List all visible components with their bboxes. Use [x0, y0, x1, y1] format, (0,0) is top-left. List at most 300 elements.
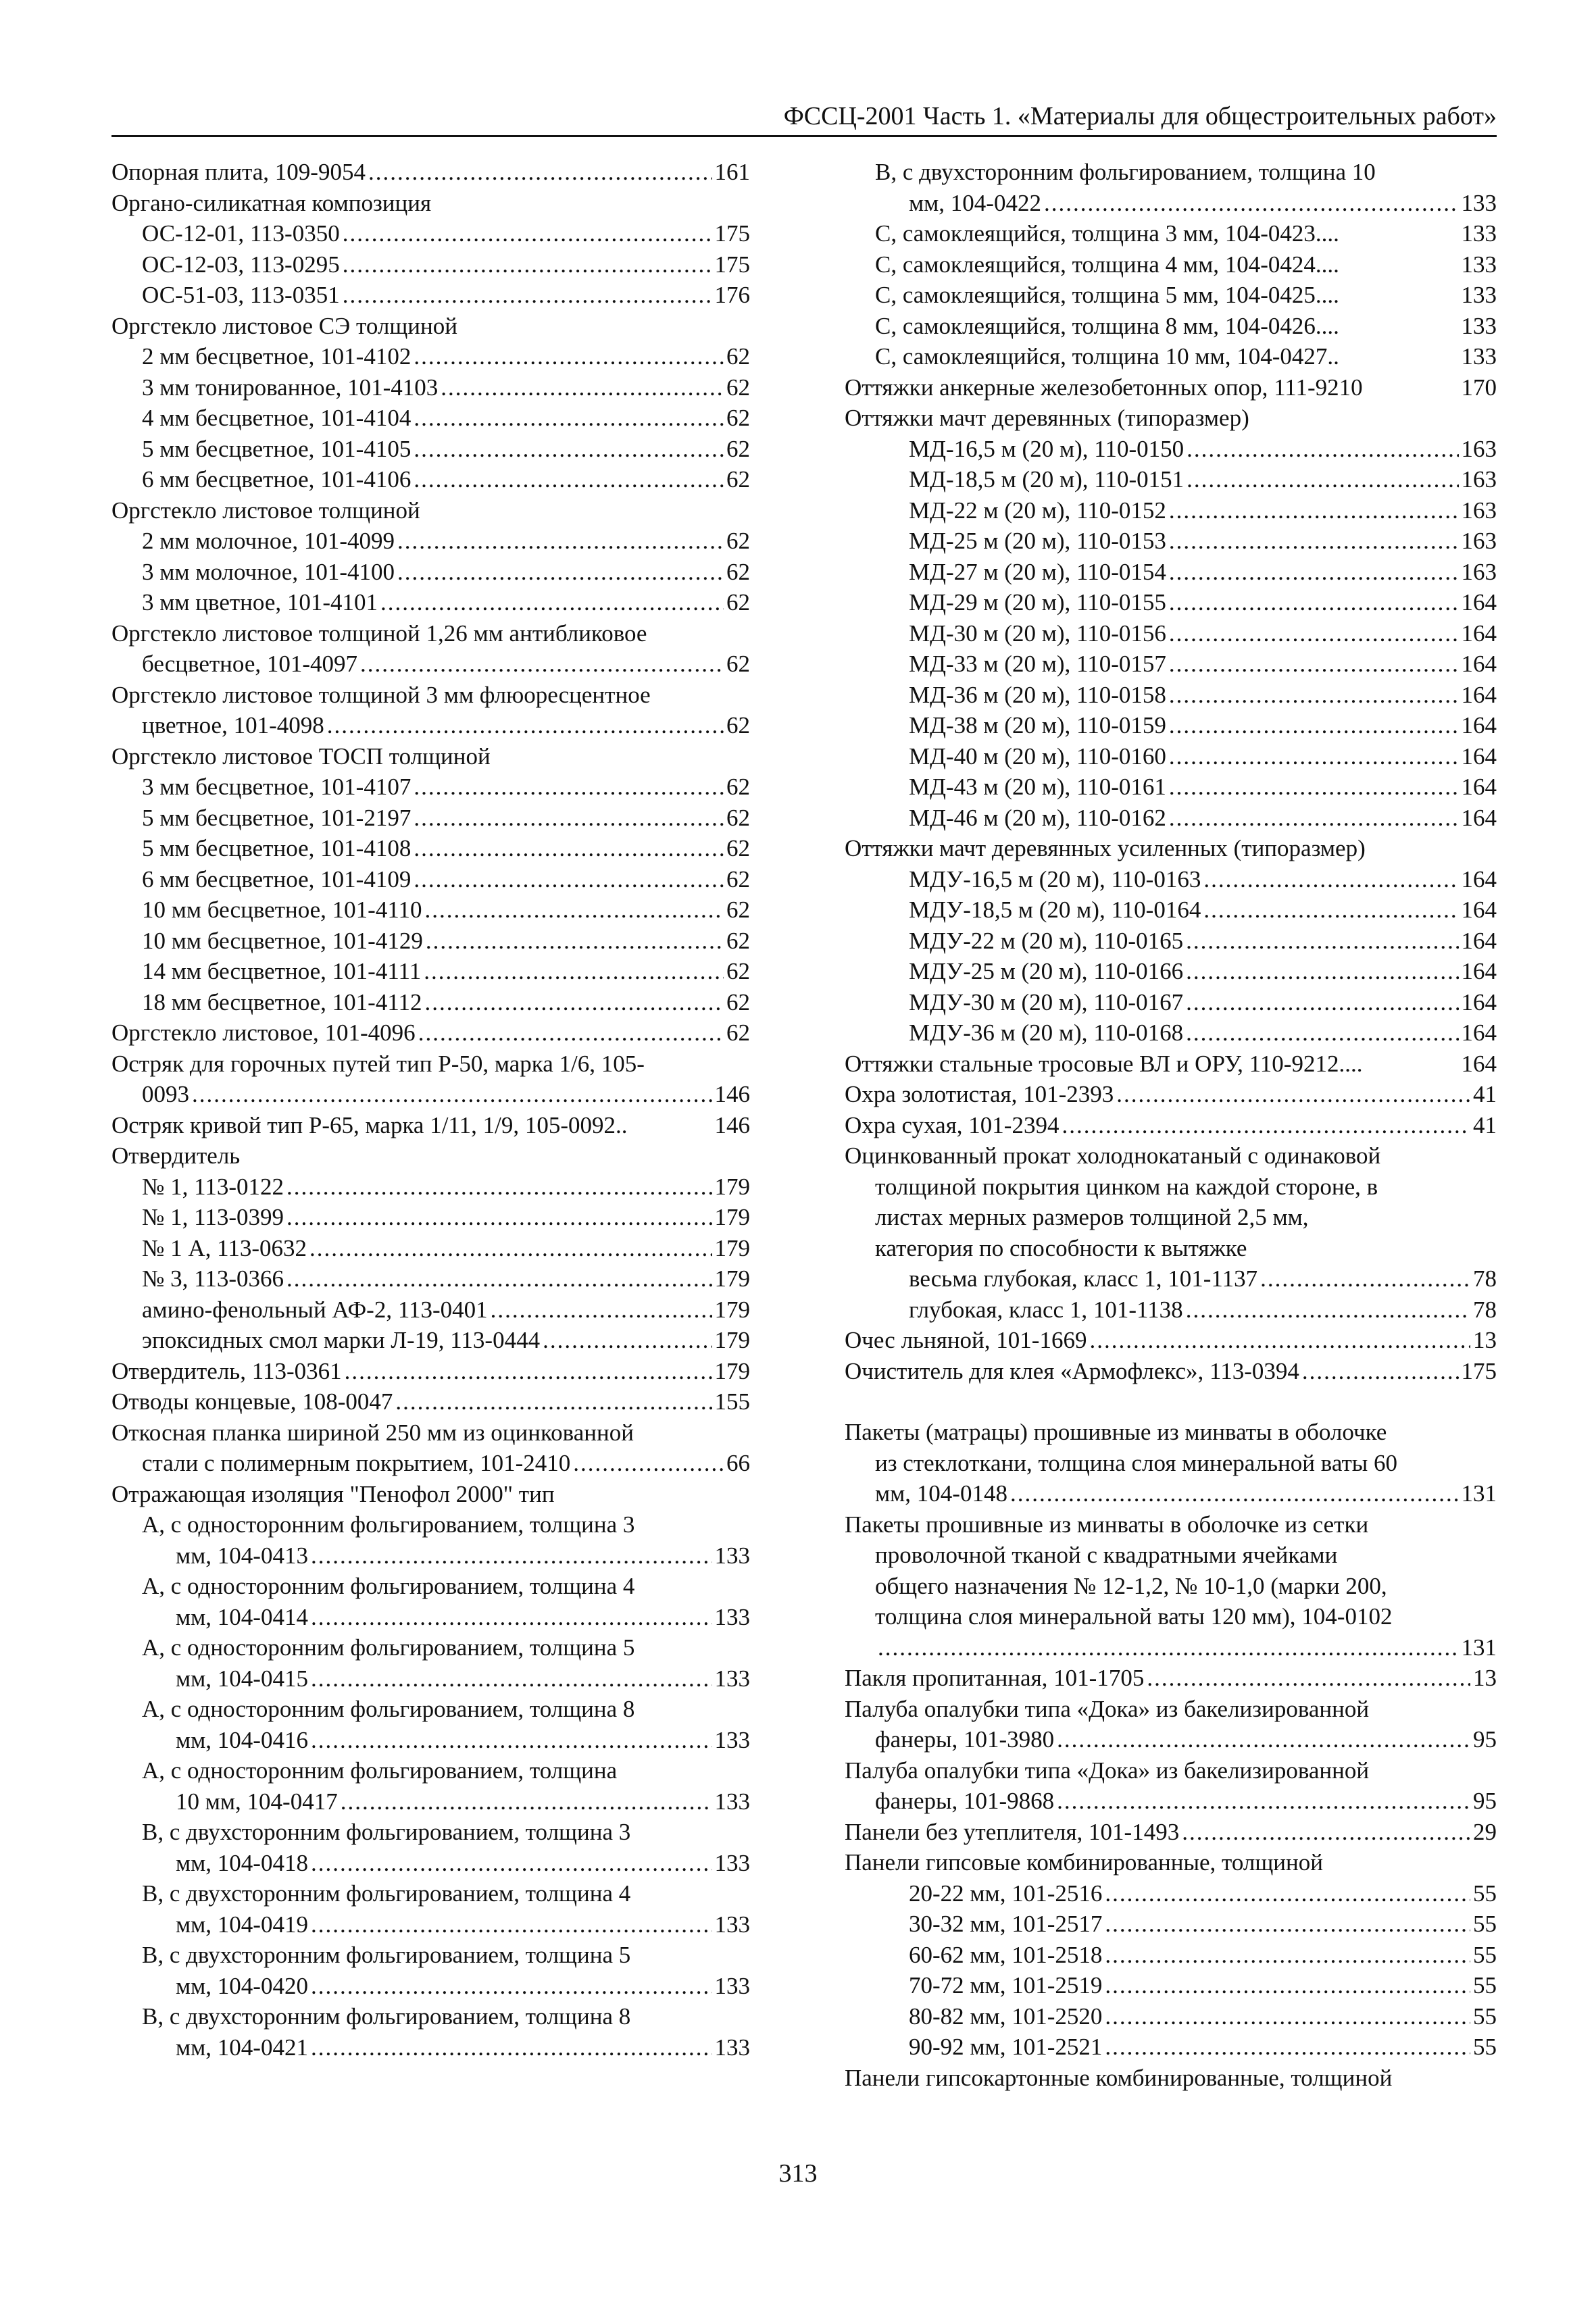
index-entry-text: Остряк кривой тип Р-65, марка 1/11, 1/9, 105-0092.. — [111, 1111, 628, 1138]
dot-leader — [1186, 987, 1458, 1018]
index-entry — [845, 1601, 1497, 1632]
index-entry-page: 62 — [726, 865, 750, 892]
index-entry-text: категория по способности к вытяжке — [875, 1234, 1247, 1261]
index-entry-page: 176 — [714, 282, 750, 308]
index-entry-text: Панели гипсокартонные комбинированные, толщиной — [845, 2064, 1393, 2091]
dot-leader — [1187, 464, 1458, 495]
index-entry-page: 164 — [1461, 958, 1497, 984]
index-entry-page: 146 — [714, 1081, 750, 1107]
index-entry-page: 62 — [726, 651, 750, 677]
index-entry — [111, 1079, 750, 1110]
dot-leader — [1186, 1017, 1458, 1049]
index-entry-text: мм, 104-0420 — [176, 1972, 308, 1999]
index-entry-text: МД-46 м (20 м), 110-0162 — [909, 804, 1166, 831]
index-entry — [845, 1970, 1497, 2001]
index-entry-text: толщина слоя минеральной ваты 120 мм), 104-0102 — [875, 1603, 1393, 1630]
index-entry-text: бесцветное, 101-4097 — [142, 651, 358, 677]
dot-leader — [327, 710, 724, 741]
index-entry-page: 179 — [714, 1234, 750, 1261]
index-entry — [845, 1540, 1497, 1571]
dot-leader — [1116, 1079, 1470, 1110]
index-entry — [845, 1694, 1497, 1725]
index-entry-page: 164 — [1461, 1050, 1497, 1077]
index-entry-text: Отвердитель, 113-0361 — [111, 1357, 342, 1384]
index-entry — [845, 1478, 1497, 1509]
dot-leader — [425, 895, 724, 926]
index-entry — [111, 1755, 750, 1786]
index-entry — [111, 341, 750, 372]
page-number: 313 — [778, 2159, 818, 2188]
index-entry — [845, 1663, 1497, 1694]
dot-leader — [1057, 1786, 1470, 1817]
index-entry-page: 62 — [726, 897, 750, 923]
index-entry — [111, 1848, 750, 1879]
index-entry-text: мм, 104-0422 — [909, 189, 1041, 216]
index-entry — [111, 526, 750, 557]
index-entry-text: Опорная плита, 109-9054 — [111, 159, 366, 185]
index-column-right — [845, 157, 1497, 2093]
index-entry-page: 62 — [726, 774, 750, 800]
index-entry-text: фанеры, 101-9868 — [875, 1788, 1055, 1814]
index-entry-text: № 3, 113-0366 — [142, 1265, 284, 1292]
index-entry-page: 133 — [1461, 220, 1497, 247]
index-entry-text: 14 мм бесцветное, 101-4111 — [142, 958, 422, 984]
index-entry-page: 133 — [714, 2034, 750, 2061]
index-entry-text: МД-43 м (20 м), 110-0161 — [909, 774, 1166, 800]
index-entry-text: Оргстекло листовое толщиной 3 мм флюоресцентное — [111, 681, 651, 708]
dot-leader — [1062, 1110, 1470, 1141]
dot-leader — [380, 587, 724, 618]
index-entry-page: 163 — [1461, 528, 1497, 554]
index-entry-page: 133 — [1461, 251, 1497, 278]
index-entry — [845, 1940, 1497, 1971]
index-entry-text: МД-29 м (20 м), 110-0155 — [909, 589, 1166, 615]
index-entry-page: 66 — [726, 1450, 750, 1476]
index-entry — [845, 772, 1497, 803]
index-entry-text: мм, 104-0421 — [176, 2034, 308, 2061]
index-entry-text: из стеклоткани, толщина слоя минеральной ваты 60 — [875, 1449, 1398, 1476]
index-entry-text: МДУ-16,5 м (20 м), 110-0163 — [909, 865, 1201, 892]
dot-leader — [343, 218, 712, 249]
index-entry-page: 62 — [726, 435, 750, 462]
dot-leader — [1057, 1724, 1470, 1755]
dot-leader — [1169, 680, 1459, 711]
index-entry-text: 2 мм бесцветное, 101-4102 — [142, 343, 412, 370]
index-entry-text: Пакеты (матрацы) прошивные из минваты в оболочке — [845, 1419, 1387, 1445]
index-entry-text: Оргстекло листовое СЭ толщиной — [111, 312, 457, 339]
dot-leader — [414, 464, 724, 495]
dot-leader — [1186, 956, 1458, 987]
index-entry — [845, 526, 1497, 557]
index-entry-text: общего назначения № 12-1,2, № 10-1,0 (марки 200, — [875, 1572, 1387, 1599]
index-entry — [845, 249, 1497, 280]
index-entry — [845, 157, 1497, 188]
index-entry-page: 164 — [1461, 1020, 1497, 1046]
dot-leader — [1169, 526, 1459, 557]
index-entry-page: 164 — [1461, 865, 1497, 892]
dot-leader — [1186, 1294, 1470, 1326]
index-entry — [845, 1909, 1497, 1940]
index-entry — [111, 1263, 750, 1294]
index-entry — [845, 1417, 1497, 1448]
index-entry-text: А, с односторонним фольгированием, толщина 3 — [142, 1511, 635, 1538]
index-entry — [111, 864, 750, 895]
dot-leader — [414, 434, 724, 465]
index-entry — [111, 1140, 750, 1172]
dot-leader — [878, 1632, 1459, 1663]
index-entry — [845, 557, 1497, 588]
index-entry — [845, 618, 1497, 649]
index-entry-page: 164 — [1461, 988, 1497, 1015]
index-entry — [111, 1172, 750, 1203]
index-entry-text: В, с двухсторонним фольгированием, толщина 3 — [142, 1819, 631, 1845]
dot-leader — [311, 1909, 712, 1940]
index-entry — [845, 1847, 1497, 1878]
index-entry-text: Отвердитель — [111, 1142, 241, 1169]
index-entry — [845, 311, 1497, 342]
index-entry — [845, 895, 1497, 926]
index-entry-text: Оттяжки мачт деревянных усиленных (типоразмер) — [845, 835, 1366, 861]
index-entry-text: Отражающая изоляция "Пенофол 2000" тип — [111, 1480, 555, 1507]
index-entry-page: 164 — [1461, 712, 1497, 738]
index-entry-text: 6 мм бесцветное, 101-4106 — [142, 466, 412, 493]
index-entry-text: Оцинкованный прокат холоднокатаный с одинаковой — [845, 1142, 1381, 1169]
dot-leader — [311, 2032, 712, 2063]
header-title: ФССЦ-2001 Часть 1. «Материалы для общестроительных работ» — [783, 102, 1497, 130]
index-entry — [845, 1786, 1497, 1817]
index-entry — [845, 649, 1497, 680]
dot-leader — [397, 557, 724, 588]
index-entry-text: А, с односторонним фольгированием, толщина 8 — [142, 1696, 635, 1722]
index-entry-text: Отводы концевые, 108-0047 — [111, 1388, 393, 1415]
index-entry-page: 55 — [1473, 2003, 1497, 2030]
index-entry-text: МДУ-25 м (20 м), 110-0166 — [909, 958, 1184, 984]
index-entry-text: Охра золотистая, 101-2393 — [845, 1081, 1114, 1107]
index-entry — [111, 1878, 750, 1909]
index-entry-text: № 1 А, 113-0632 — [142, 1234, 307, 1261]
index-entry — [845, 1509, 1497, 1540]
index-entry-text: С, самоклеящийся, толщина 5 мм, 104-0425.... — [875, 282, 1339, 308]
index-entry — [845, 1325, 1497, 1356]
index-entry-page: 62 — [726, 958, 750, 984]
section-gap — [845, 1386, 1497, 1417]
dot-leader — [1169, 557, 1459, 588]
index-entry — [111, 249, 750, 280]
index-entry — [845, 188, 1497, 219]
index-entry — [111, 188, 750, 219]
index-entry — [845, 1817, 1497, 1848]
index-entry-text: 3 мм тонированное, 101-4103 — [142, 374, 439, 401]
dot-leader — [311, 1540, 712, 1571]
index-entry — [111, 956, 750, 987]
index-entry-text: мм, 104-0416 — [176, 1726, 308, 1753]
index-entry-text: 5 мм бесцветное, 101-4105 — [142, 435, 412, 462]
dot-leader — [491, 1294, 712, 1326]
dot-leader — [1302, 1356, 1459, 1387]
index-entry — [111, 1632, 750, 1663]
index-entry — [845, 833, 1497, 864]
index-entry-text: МД-36 м (20 м), 110-0158 — [909, 681, 1166, 708]
index-entry — [845, 1356, 1497, 1387]
index-entry — [111, 649, 750, 680]
index-entry-text: 20-22 мм, 101-2516 — [909, 1880, 1103, 1907]
index-entry-text: МДУ-22 м (20 м), 110-0165 — [909, 927, 1184, 954]
index-entry — [111, 1479, 750, 1510]
index-entry-text: 90-92 мм, 101-2521 — [909, 2034, 1103, 2060]
index-entry — [111, 803, 750, 834]
index-entry — [111, 1971, 750, 2002]
dot-leader — [414, 772, 724, 803]
dot-leader — [1187, 434, 1458, 465]
index-entry — [845, 1294, 1497, 1326]
index-entry-page: 163 — [1461, 466, 1497, 493]
index-entry-text: Пакля пропитанная, 101-1705 — [845, 1665, 1145, 1691]
index-entry-page: 179 — [714, 1173, 750, 1200]
index-entry — [845, 926, 1497, 957]
index-entry-text: С, самоклеящийся, толщина 3 мм, 104-0423.... — [875, 220, 1339, 247]
index-entry-text: С, самоклеящийся, толщина 8 мм, 104-0426.... — [875, 312, 1339, 339]
index-entry-text: Откосная планка шириной 250 мм из оцинкованной — [111, 1419, 634, 1446]
index-entry — [845, 341, 1497, 372]
index-entry-text: Охра сухая, 101-2394 — [845, 1111, 1059, 1138]
index-entry — [111, 2001, 750, 2032]
index-entry-text: МД-25 м (20 м), 110-0153 — [909, 528, 1166, 554]
index-entry — [111, 403, 750, 434]
index-entry-page: 175 — [714, 220, 750, 247]
index-entry-page: 164 — [1461, 743, 1497, 770]
index-entry — [845, 710, 1497, 741]
index-entry-page: 164 — [1461, 804, 1497, 831]
index-entry-text: мм, 104-0419 — [176, 1911, 308, 1938]
index-entry-text: МД-38 м (20 м), 110-0159 — [909, 712, 1166, 738]
dot-leader — [414, 803, 724, 834]
index-entry — [111, 1940, 750, 1971]
index-entry-text: МДУ-36 м (20 м), 110-0168 — [909, 1020, 1184, 1046]
index-entry-page: 95 — [1473, 1788, 1497, 1814]
index-entry-text: 4 мм бесцветное, 101-4104 — [142, 405, 412, 431]
index-entry-text: С, самоклеящийся, толщина 10 мм, 104-0427.. — [875, 343, 1339, 370]
index-entry-page: 29 — [1473, 1818, 1497, 1845]
index-entry-text: МДУ-30 м (20 м), 110-0167 — [909, 988, 1184, 1015]
index-entry-text: 5 мм бесцветное, 101-4108 — [142, 835, 412, 861]
dot-leader — [414, 833, 724, 864]
index-entry-page: 62 — [726, 988, 750, 1015]
index-entry-page: 55 — [1473, 2034, 1497, 2060]
index-entry — [111, 1356, 750, 1387]
dot-leader — [1169, 803, 1459, 834]
index-entry-text: Очес льняной, 101-1669 — [845, 1327, 1087, 1353]
dot-leader — [425, 987, 724, 1018]
index-entry — [111, 1049, 750, 1080]
index-entry-text: 0093 — [142, 1081, 189, 1107]
dot-leader — [311, 1725, 712, 1756]
index-entry-text: Панели гипсовые комбинированные, толщиной — [845, 1849, 1323, 1876]
index-entry-page: 164 — [1461, 651, 1497, 677]
index-entry-page: 62 — [726, 343, 750, 370]
index-entry-page: 164 — [1461, 897, 1497, 923]
index-entry-text: МДУ-18,5 м (20 м), 110-0164 — [909, 897, 1201, 923]
index-entry-text: МД-40 м (20 м), 110-0160 — [909, 743, 1166, 770]
dot-leader — [573, 1448, 724, 1479]
index-entry-page: 133 — [714, 1849, 750, 1876]
index-entry — [845, 1233, 1497, 1264]
index-entry-page: 179 — [714, 1296, 750, 1323]
page-header — [111, 93, 1497, 137]
index-entry — [845, 1140, 1497, 1172]
index-entry-page: 133 — [714, 1726, 750, 1753]
index-entry — [111, 1602, 750, 1633]
index-entry-text: В, с двухсторонним фольгированием, толщина 4 — [142, 1880, 631, 1907]
index-entry-text: МД-18,5 м (20 м), 110-0151 — [909, 466, 1184, 493]
index-entry-text: 3 мм бесцветное, 101-4107 — [142, 774, 412, 800]
index-entry — [845, 680, 1497, 711]
index-entry — [111, 157, 750, 188]
index-entry — [845, 218, 1497, 249]
dot-leader — [1203, 895, 1458, 926]
index-entry-page: 95 — [1473, 1726, 1497, 1753]
index-entry-page: 155 — [714, 1388, 750, 1415]
dot-leader — [543, 1325, 712, 1356]
index-entry — [845, 1202, 1497, 1233]
index-entry — [111, 1909, 750, 1940]
dot-leader — [441, 372, 724, 403]
index-entry — [111, 680, 750, 711]
index-entry-page: 133 — [1461, 312, 1497, 339]
dot-leader — [414, 341, 724, 372]
index-entry-text: мм, 104-0413 — [176, 1542, 308, 1569]
index-entry-text: Остряк для горочных путей тип Р-50, марка 1/6, 105- — [111, 1050, 645, 1077]
index-entry — [845, 1724, 1497, 1755]
index-entry — [111, 1540, 750, 1571]
index-entry-page: 133 — [714, 1972, 750, 1999]
index-entry-text: 10 мм бесцветное, 101-4129 — [142, 927, 423, 954]
index-entry-text: весьма глубокая, класс 1, 101-1137 — [909, 1265, 1258, 1292]
index-entry-page: 133 — [714, 1542, 750, 1569]
index-entry-page: 78 — [1473, 1265, 1497, 1292]
index-entry — [845, 803, 1497, 834]
index-entry-page: 62 — [726, 466, 750, 493]
index-entry-page: 133 — [1461, 282, 1497, 308]
index-entry-text: 30-32 мм, 101-2517 — [909, 1911, 1103, 1937]
dot-leader — [414, 403, 724, 434]
index-entry — [845, 2063, 1497, 2094]
index-entry-page: 62 — [726, 589, 750, 615]
index-entry — [111, 1448, 750, 1479]
index-entry-text: мм, 104-0148 — [875, 1480, 1007, 1507]
index-entry-text: листах мерных размеров толщиной 2,5 мм, — [875, 1204, 1309, 1230]
dot-leader — [343, 249, 712, 280]
index-entry — [845, 403, 1497, 434]
index-entry-page: 133 — [1461, 189, 1497, 216]
dot-leader — [1105, 1878, 1470, 1909]
index-entry — [111, 1571, 750, 1602]
index-entry-text: Оттяжки анкерные железобетонных опор, 111-9210 — [845, 374, 1363, 401]
index-entry-page: 13 — [1473, 1665, 1497, 1691]
index-entry-text: Оттяжки мачт деревянных (типоразмер) — [845, 405, 1249, 431]
index-entry-text: 18 мм бесцветное, 101-4112 — [142, 988, 422, 1015]
dot-leader — [311, 1602, 712, 1633]
index-entry-text: ОС-12-03, 113-0295 — [142, 251, 340, 278]
index-entry — [845, 1755, 1497, 1786]
index-entry-page: 55 — [1473, 1911, 1497, 1937]
index-entry-text: Оргстекло листовое, 101-4096 — [111, 1020, 416, 1046]
index-entry — [845, 495, 1497, 526]
index-entry-text: эпоксидных смол марки Л-19, 113-0444 — [142, 1327, 541, 1353]
index-entry-text: цветное, 101-4098 — [142, 712, 324, 738]
index-entry-text: 60-62 мм, 101-2518 — [909, 1941, 1103, 1968]
dot-leader — [311, 1971, 712, 2002]
dot-leader — [418, 1017, 724, 1049]
index-entry — [111, 1786, 750, 1817]
index-entry-page: 78 — [1473, 1296, 1497, 1323]
index-entry-page: 163 — [1461, 558, 1497, 585]
index-entry-text: А, с односторонним фольгированием, толщина — [142, 1757, 618, 1784]
index-entry-text: Палуба опалубки типа «Дока» из бакелизированной — [845, 1757, 1370, 1784]
dot-leader — [286, 1172, 712, 1203]
index-entry — [845, 1448, 1497, 1479]
dot-leader — [1105, 1909, 1470, 1940]
dot-leader — [311, 1663, 712, 1694]
dot-leader — [1089, 1325, 1470, 1356]
dot-leader — [424, 956, 724, 987]
index-entry-page: 55 — [1473, 1880, 1497, 1907]
index-entry-text: 10 мм, 104-0417 — [176, 1788, 338, 1815]
index-entry-text: № 1, 113-0122 — [142, 1173, 284, 1200]
index-entry-text: 2 мм молочное, 101-4099 — [142, 528, 395, 554]
dot-leader — [1105, 1940, 1470, 1971]
index-entry-text: мм, 104-0414 — [176, 1603, 308, 1630]
index-entry — [111, 434, 750, 465]
dot-leader — [286, 1263, 712, 1294]
index-entry-page: 175 — [1461, 1357, 1497, 1384]
index-entry-page: 62 — [726, 528, 750, 554]
dot-leader — [414, 864, 724, 895]
index-entry-text: мм, 104-0415 — [176, 1665, 308, 1692]
index-entry-page: 133 — [1461, 343, 1497, 370]
index-entry — [845, 1878, 1497, 1909]
index-entry — [111, 218, 750, 249]
dot-leader — [311, 1848, 712, 1879]
index-entry-text: МД-16,5 м (20 м), 110-0150 — [909, 435, 1184, 462]
index-entry — [111, 1110, 750, 1141]
index-entry-page: 62 — [726, 558, 750, 585]
dot-leader — [1105, 1970, 1470, 2001]
index-entry — [111, 1202, 750, 1233]
dot-leader — [1169, 587, 1459, 618]
index-entry — [111, 618, 750, 649]
index-entry-text: 5 мм бесцветное, 101-2197 — [142, 804, 412, 831]
dot-leader — [368, 157, 712, 188]
index-entry — [845, 1571, 1497, 1602]
index-entry-page: 170 — [1461, 374, 1497, 401]
index-entry-text: В, с двухсторонним фольгированием, толщина 8 — [142, 2003, 631, 2030]
dot-leader — [1169, 618, 1459, 649]
index-entry — [111, 311, 750, 342]
index-entry-page: 55 — [1473, 1972, 1497, 1998]
index-entry-text: № 1, 113-0399 — [142, 1204, 284, 1230]
dot-leader — [1147, 1663, 1470, 1694]
index-entry-text: Оргстекло листовое толщиной 1,26 мм антибликовое — [111, 620, 647, 647]
index-entry — [845, 464, 1497, 495]
index-entry-page: 179 — [714, 1327, 750, 1353]
index-entry — [845, 1017, 1497, 1049]
index-entry-page: 133 — [714, 1911, 750, 1938]
dot-leader — [395, 1386, 712, 1417]
index-entry — [111, 1294, 750, 1326]
dot-leader — [192, 1079, 712, 1110]
index-entry — [111, 1417, 750, 1449]
index-entry — [111, 2032, 750, 2063]
